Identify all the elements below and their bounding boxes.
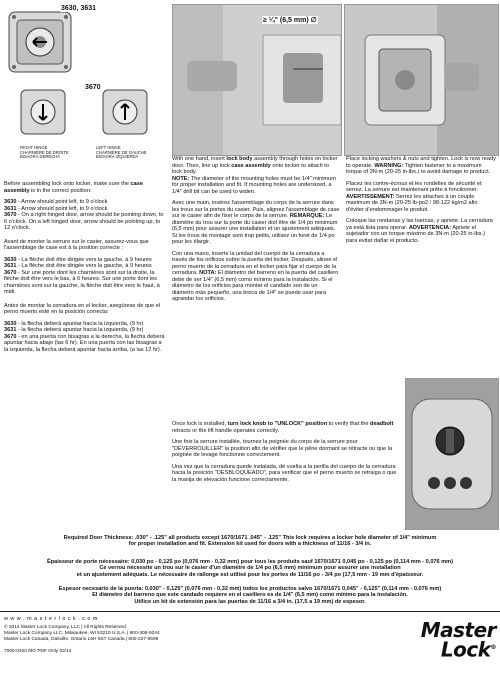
lock-diagram-3670 — [3, 82, 163, 144]
installation-photo-2 — [344, 4, 499, 156]
website-url[interactable]: w w w . m a s t e r l o c k . c o m — [4, 616, 98, 622]
insert-lock-body-fr: Avec une main, insérez l'assemblage du corps de la serrure dans les trous sur la portes du casier. Puis, alignez l'assemblage de case sur le casier afin de fixer le corps de la serrure. REMARQUE: Le diamètre du trou sur la porte du casier doit être de 1/4 po minimum (6,5 mm) pour assurer une installation et un ajustement adéquats. Si les trous de montage sont trop petits, utilisez un foret de 1/4 po pour les élargir. — [172, 200, 340, 245]
verify-section-text — [172, 421, 400, 488]
column-1-text — [4, 181, 167, 358]
case-assembly-intro-fr: Avant de monter la serrure sur le casier, assurez-vous que l'assemblage de case est à la position correcte : — [4, 238, 149, 251]
orientation-list-en: 3630 - Arrow should point left, to 9 o'clock 3631 - Arrow should point left, to 9 o'clock 3670 - On a right hinged door, arrow should be pointing down, to 6 o'clock. On a left hinged door, arrow should be pointing up, to 12 o'clock. — [4, 199, 164, 231]
insert-lock-body-en: With one hand, insert lock body assembly through holes on locker door. Then, line up lock case assembly onto locker to attach to lock body. NOTE: The diameter of the mounting holes must be 1/4" minimum for proper installation and fit. If mounting holes are undersized, a 1/4" drill bit can be used to widen. — [172, 156, 338, 195]
left-hinge-caption: LEFT HINGE CHARNIÈRE DE GAUCHE BISAGRA IZQUIERDA — [96, 145, 147, 160]
door-thickness-en: Required Door Thickness: .030" - .125" all products except 1670/1671 .045" - .125" This lock requires a locker hole diameter of 1/4" minimum for proper installation and fit. Extension kit used for doors with a thickness of 11/16 - 3/4 in. — [63, 535, 437, 548]
footer-divider — [0, 611, 500, 612]
door-thickness-es: Espesor necesario de la puerta: 0,030" - 0,125" (0,076 mm - 0,32 mm) todos los productos salvo 1670/1671 0,045" - 0,125" (0,114 mm - 0,076 mm) El diámetro del barreno que este candado requiere en el casillero es de 1/4" (6,5 mm) como mínimo para la instalación. Utilice un kit de extensión para las puertas de 11/16 a 3/4 in. (17,5 a 19 mm) de espesor. — [58, 586, 442, 605]
model-label-top: 3630, 3631 — [61, 5, 97, 12]
copyright-text: © 2014 Master Lock Company, LLC | All Rights Reserved — [4, 625, 126, 630]
door-thickness-fr: Épaisseur de porte nécessaire: 0,030 po - 0,125 po (0,076 mm - 0,32 mm) pour tous les produits sauf 1670/1671 0,045 po - 0,125 po (0,114 mm - 0,076 mm) Ce verrou nécessite un trou sur le casier d'un diamètre de 1/4 po (6,5 mm) minimum pour assurer une installation et un ajustement adéquats. Le nécessaire de rallonge est utilisé pour les portes de 11/16 po - 3/4 po (17,5 mm - 19 mm d'épaisseur. — [46, 559, 454, 578]
tighten-nuts-es: Coloque las rondanas y las tuercas, y apriete. La cerradura ya está lista para operar. ADVERTENCIA: Apriete el sujetador con un torque máximo de 3N-m (20-25 in-lbs.) para evitar dañar el producto. — [346, 218, 493, 244]
tighten-nuts-en: Place locking washers & nuts and tighten. Lock is now ready to operate. WARNING: Tighten fastener to a maximum torque of 3N-m (20-25 in-lbs.) to avoid damage to product. — [346, 156, 496, 175]
logo-line-1: Master — [420, 618, 496, 642]
verify-fr: Une fois la serrure installée, tournez la poignée du corps de la serrure pour "DÉVERROUILLER" la position afin de vérifier que le pêne dormant se rétracte ou que la poignée de levage fonctionne correctement. — [172, 439, 393, 458]
logo-line-2: Lock® — [440, 637, 496, 662]
hole-spec-label: ≥ ¼" (6,5 mm) ∅ — [263, 17, 317, 24]
model-label-mid: 3670 — [85, 84, 101, 91]
orientation-list-es: 3630 - la flecha deberá apuntar hacia la izquierda, (9 hr) 3631 - la flecha deberá apuntar hacia la izquierda, (9 hr) 3670 - en una puerta con bisagras a la derecha, la flecha deberá apuntar hacia abajo (las 6 hr). En una puerta con las bisagras a la izquierda, la flecha deberá apuntar hacia arriba, (a las 12 hr). — [4, 320, 165, 353]
column-3-text — [346, 156, 496, 249]
lock-diagram-top — [3, 4, 123, 78]
verify-es: Una vez que la cerradura quede instalada, dé vuelta a la perilla del cuerpo de la cerradura hacia la posición "DESBLOQUEADO", para verificar que el perno muerto se retraiga o que la manija de elevación funcione correctamente. — [172, 463, 397, 483]
registered-mark: ® — [490, 644, 496, 651]
canada-address: Master Lock Canada, Oakville, Ontario L6H 5S7 Canada | 800-227-9599 — [4, 637, 159, 642]
lock-case-3630-illustration — [3, 4, 123, 78]
document-code: 7000-0320 MO PDF Only 02/14 — [4, 649, 72, 654]
orientation-list-fr: 3630 - La flèche doit être dirigée vers la gauche, à 9 heures 3631 - La flèche doit être dirigée vers la gauche, à 9 heures 3670 - Sur une porte dont les charnières sont sur la droite, la flèche doit être vers le bas, à 6 heures. Sur une porte dont les charnières sont sur la gauche, la flèche doit être vers le haut, à midi. — [4, 256, 160, 295]
insert-lock-body-es: Con una mano, inserte la unidad del cuerpo de la cerradura a través de los orificios sobre la puerta del locker. Después, alinee el perno muerto de la cerradura en el locker para fijar el cuerpo de la cerradura. NOTA: El diámetro del barreno en la puerta del casillero debe de ser 1/4" (6,5 mm) como mínimo para la instalación. Si el diámetro de los orificios para montar el candado son de un diámetro más pequeño, una broca de 1/4" se puede usar para agrandar los orificios. — [172, 250, 339, 302]
combination-lock-photo — [405, 378, 499, 530]
master-lock-logo — [396, 618, 496, 662]
case-assembly-intro-es: Antes de montar la cerradura en el locker, asegúrese de que el perno muerto esté en la posición correcta: — [4, 302, 161, 315]
footer — [4, 616, 304, 655]
us-address: Master Lock Company LLC, Milwaukee, WI 53210 U.S.A. | 800-308-9244 — [4, 631, 160, 636]
column-2-text — [172, 156, 340, 308]
installation-photo-1 — [172, 4, 342, 156]
case-assembly-intro-en: Before assembling lock onto locker, make sure the case assembly is in the correct position: — [4, 181, 143, 194]
tighten-nuts-fr: Placez les contre-écrous et les rondelles de sécurité et serrez. La serrure est maintenant prête à fonctionner. AVERTISSEMENT: Serrez les attaches à un couple maximum de 3N-m (20-25 lb-po2 / 98-122 kg/m2 afin d'éviter d'endommager le produit. — [346, 180, 482, 213]
right-hinge-caption: RIGHT HINGE CHARNIÈRE DE DROITE BISAGRA DERECHA — [20, 145, 69, 160]
verify-en: Once lock is installed, turn lock knob to "UNLOCK" position to verify that the deadbolt retracts or the lift handle operates correctly. — [172, 421, 394, 434]
